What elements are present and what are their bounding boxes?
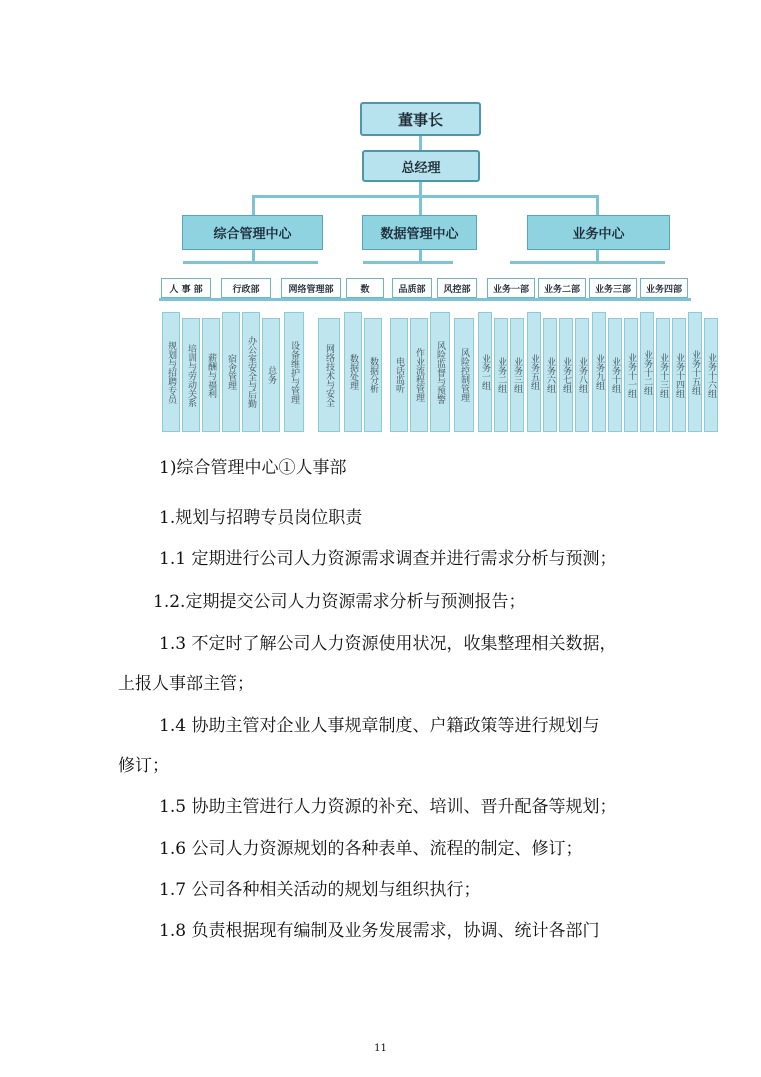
position-column: 设备维护与管理 — [284, 312, 304, 432]
center-box-business: 业务中心 — [527, 215, 670, 250]
position-column: 业务三组 — [510, 318, 524, 432]
position-column: 风险控制管理 — [454, 318, 474, 432]
gm-box: 总经理 — [362, 150, 480, 182]
connector — [419, 195, 422, 215]
sub-heading: 1.规划与招聘专员岗位职责 — [159, 508, 363, 528]
position-column: 作业流程管理 — [410, 318, 428, 432]
dept-box: 数 — [346, 278, 384, 298]
paragraph: 1.3 不定时了解公司人力资源使用状况，收集整理相关数据， — [159, 634, 617, 654]
page-number: 11 — [374, 1043, 387, 1054]
position-column: 薪酬与福利 — [202, 318, 220, 432]
connector — [252, 195, 255, 215]
position-column: 总务 — [262, 318, 280, 432]
position-column: 风险监督与预警 — [430, 312, 450, 432]
position-column: 业务六组 — [543, 318, 557, 432]
connector — [183, 261, 318, 264]
connector — [159, 298, 691, 301]
paragraph: 1.2.定期提交公司人力资源需求分析与预测报告； — [153, 592, 526, 612]
position-column: 业务十三组 — [656, 318, 670, 432]
position-column: 业务十组 — [608, 318, 622, 432]
paragraph: 上报人事部主管； — [118, 674, 254, 694]
dept-box: 行政部 — [221, 278, 271, 298]
chairman-box: 董事长 — [360, 102, 481, 136]
position-column: 培训与劳动关系 — [182, 318, 200, 432]
dept-box: 风控部 — [437, 278, 477, 298]
position-column: 业务十四组 — [672, 318, 686, 432]
position-column: 宿舍管理 — [222, 312, 240, 432]
position-column: 业务十六组 — [704, 318, 718, 432]
paragraph: 1.1 定期进行公司人力资源需求调查并进行需求分析与预测； — [159, 549, 617, 569]
position-column: 业务五组 — [527, 312, 541, 432]
position-column: 电话监听 — [390, 318, 408, 432]
position-column: 规划与招聘专员 — [162, 312, 180, 432]
section-heading: 1)综合管理中心①人事部 — [159, 458, 347, 478]
paragraph: 1.5 协助主管进行人力资源的补充、培训、晋升配备等规划； — [159, 797, 617, 817]
position-column: 业务十五组 — [688, 312, 702, 432]
dept-box: 业务二部 — [538, 278, 586, 298]
paragraph: 1.4 协助主管对企业人事规章制度、户籍政策等进行规划与 — [159, 716, 600, 736]
position-column: 业务八组 — [575, 318, 589, 432]
connector — [363, 261, 453, 264]
position-column: 网络技术与安全 — [318, 318, 340, 432]
dept-box: 品质部 — [392, 278, 432, 298]
paragraph: 1.6 公司人力资源规划的各种表单、流程的制定、修订； — [159, 839, 583, 859]
connector — [419, 182, 422, 196]
position-column: 数据处理 — [344, 312, 362, 432]
paragraph: 修订； — [118, 756, 169, 776]
dept-box: 网络管理部 — [281, 278, 341, 298]
connector — [252, 195, 598, 198]
paragraph: 1.8 负责根据现有编制及业务发展需求，协调、统计各部门 — [159, 921, 600, 941]
position-column: 业务一组 — [478, 312, 492, 432]
position-column: 业务九组 — [592, 312, 606, 432]
dept-box: 人 事 部 — [161, 278, 211, 298]
org-chart — [0, 0, 761, 440]
position-column: 办公室安全与后勤 — [242, 312, 260, 432]
dept-box: 业务一部 — [487, 278, 535, 298]
connector — [510, 261, 665, 264]
position-column: 业务七组 — [559, 318, 573, 432]
dept-box: 业务四部 — [640, 278, 688, 298]
position-column: 业务二组 — [494, 318, 508, 432]
paragraph: 1.7 公司各种相关活动的规划与组织执行； — [159, 880, 481, 900]
position-column: 数据分析 — [364, 318, 382, 432]
position-column: 业务十一组 — [624, 318, 638, 432]
connector — [596, 195, 599, 215]
dept-box: 业务三部 — [589, 278, 637, 298]
center-box-data: 数据管理中心 — [362, 215, 477, 250]
connector — [419, 136, 422, 150]
center-box-general: 综合管理中心 — [182, 215, 323, 250]
position-column: 业务十二组 — [640, 312, 654, 432]
